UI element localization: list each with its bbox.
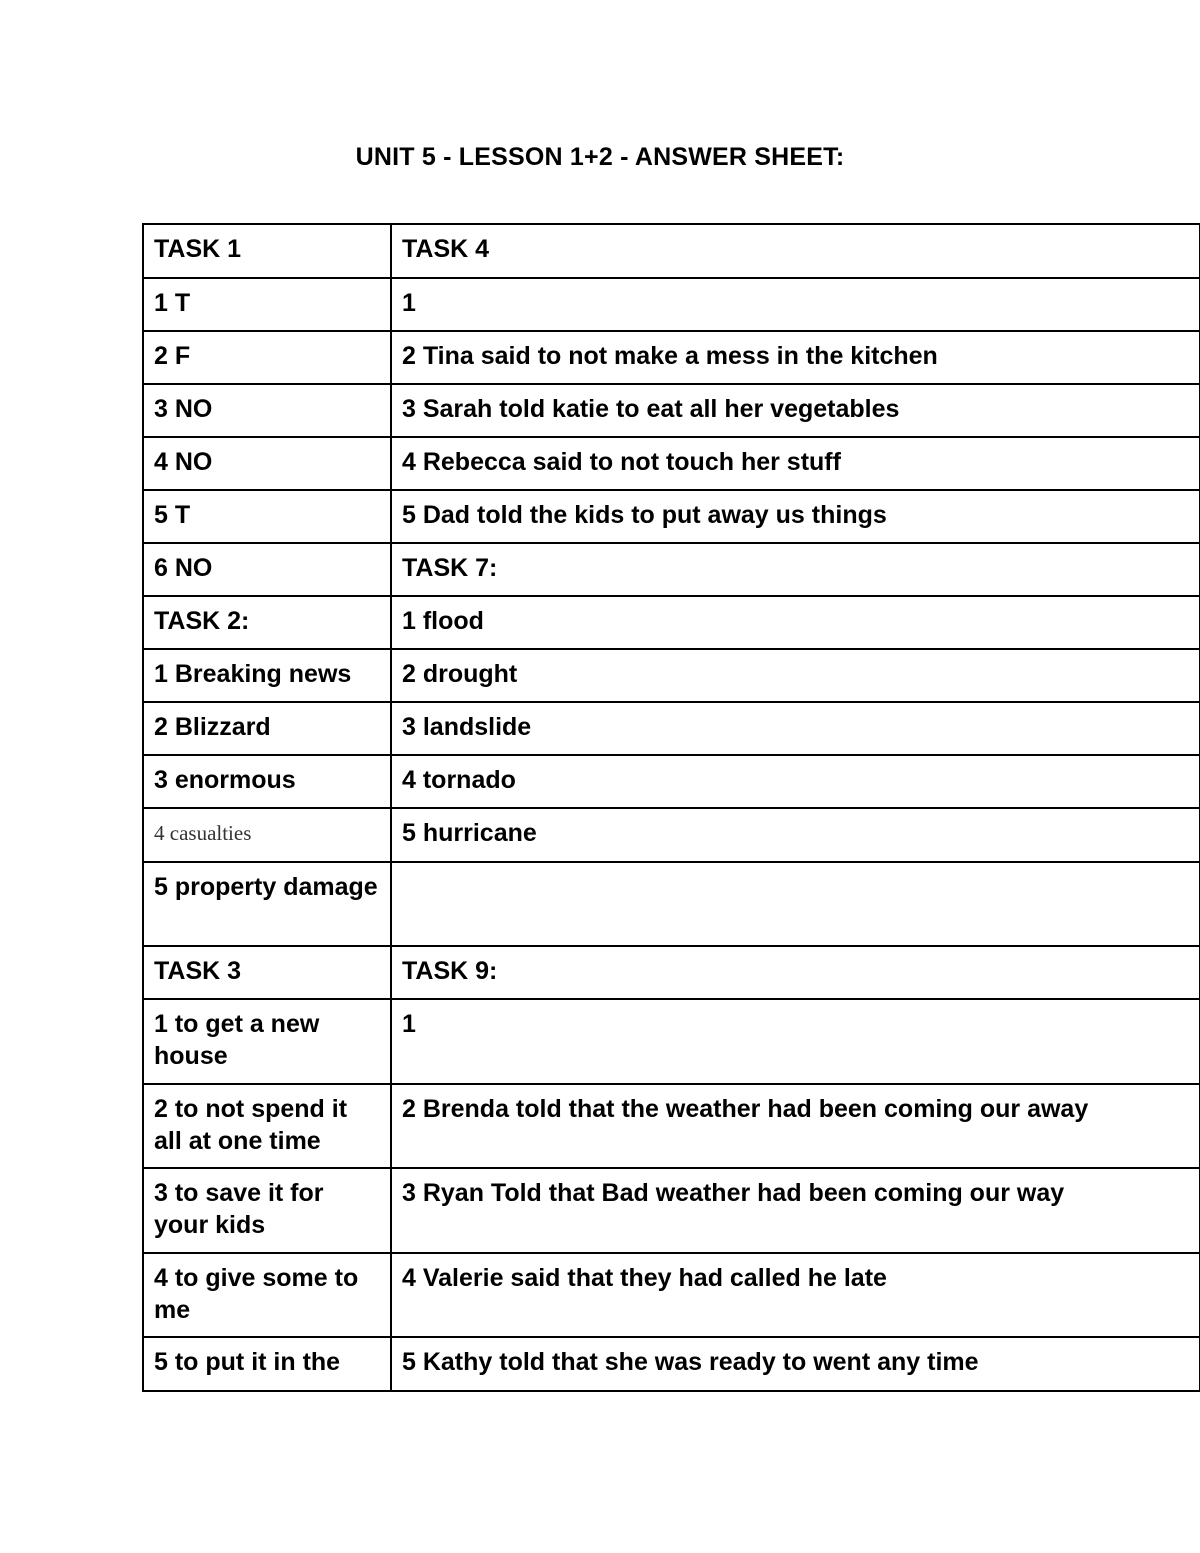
table-row: [143, 1168, 1200, 1253]
table-row: [143, 702, 1200, 755]
answer-cell: 4 Rebecca said to not touch her stuff: [391, 437, 1200, 490]
table-row: [143, 278, 1200, 331]
table-row: [143, 999, 1200, 1084]
table-row: [143, 946, 1200, 999]
answer-cell: 3 NO: [143, 384, 391, 437]
table-row: [143, 490, 1200, 543]
table-row: [143, 1253, 1200, 1337]
answer-cell: 2 Tina said to not make a mess in the kitchen: [391, 331, 1200, 384]
answer-cell: 6 NO: [143, 543, 391, 596]
answer-cell: 5 to put it in the: [143, 1337, 391, 1391]
answer-cell: 3 enormous: [143, 755, 391, 808]
task-header-cell: TASK 2:: [143, 596, 391, 649]
table-row: [143, 437, 1200, 490]
task-header-cell: TASK 9:: [391, 946, 1200, 999]
table-row: [143, 596, 1200, 649]
table-row: [143, 755, 1200, 808]
table-row: [143, 384, 1200, 437]
answer-cell: 3 landslide: [391, 702, 1200, 755]
table-row: [143, 224, 1200, 278]
answer-cell: 4 Valerie said that they had called he late: [391, 1253, 1200, 1337]
answer-cell: 5 Dad told the kids to put away us things: [391, 490, 1200, 543]
answer-cell: 4 to give some to me: [143, 1253, 391, 1337]
answer-cell: 5 Kathy told that she was ready to went any time: [391, 1337, 1200, 1391]
answer-cell: [391, 862, 1200, 946]
answer-cell: 3 Ryan Told that Bad weather had been coming our way: [391, 1168, 1200, 1253]
answer-cell: 5 hurricane: [391, 808, 1200, 862]
answer-cell: 1 to get a new house: [143, 999, 391, 1084]
answer-cell: 2 Brenda told that the weather had been coming our away: [391, 1084, 1200, 1168]
answer-cell: 5 property damage: [143, 862, 391, 946]
table-row: [143, 808, 1200, 862]
table-row: [143, 1337, 1200, 1391]
page-title: UNIT 5 - LESSON 1+2 - ANSWER SHEET:: [355, 143, 845, 171]
table-row: [143, 543, 1200, 596]
answer-cell: 4 tornado: [391, 755, 1200, 808]
task-header-cell: TASK 3: [143, 946, 391, 999]
table-row: [143, 1084, 1200, 1168]
answer-cell: 1 Breaking news: [143, 649, 391, 702]
table-row: [143, 331, 1200, 384]
task-header-cell: TASK 4: [391, 224, 1200, 278]
answer-cell: 2 Blizzard: [143, 702, 391, 755]
table-row: [143, 649, 1200, 702]
task-header-cell: TASK 1: [143, 224, 391, 278]
answer-cell: 1 T: [143, 278, 391, 331]
answer-cell: 1: [391, 278, 1200, 331]
answer-cell: 4 NO: [143, 437, 391, 490]
answer-cell: 2 F: [143, 331, 391, 384]
answer-cell: 3 to save it for your kids: [143, 1168, 391, 1253]
answer-table: [142, 223, 1200, 1392]
answer-cell: 2 drought: [391, 649, 1200, 702]
answer-cell: 5 T: [143, 490, 391, 543]
answer-cell: 1 flood: [391, 596, 1200, 649]
answer-cell: 2 to not spend it all at one time: [143, 1084, 391, 1168]
answer-cell: 1: [391, 999, 1200, 1084]
answer-cell: 3 Sarah told katie to eat all her vegetables: [391, 384, 1200, 437]
table-row: [143, 862, 1200, 946]
task-header-cell: TASK 7:: [391, 543, 1200, 596]
answer-cell: 4 casualties: [143, 808, 391, 862]
